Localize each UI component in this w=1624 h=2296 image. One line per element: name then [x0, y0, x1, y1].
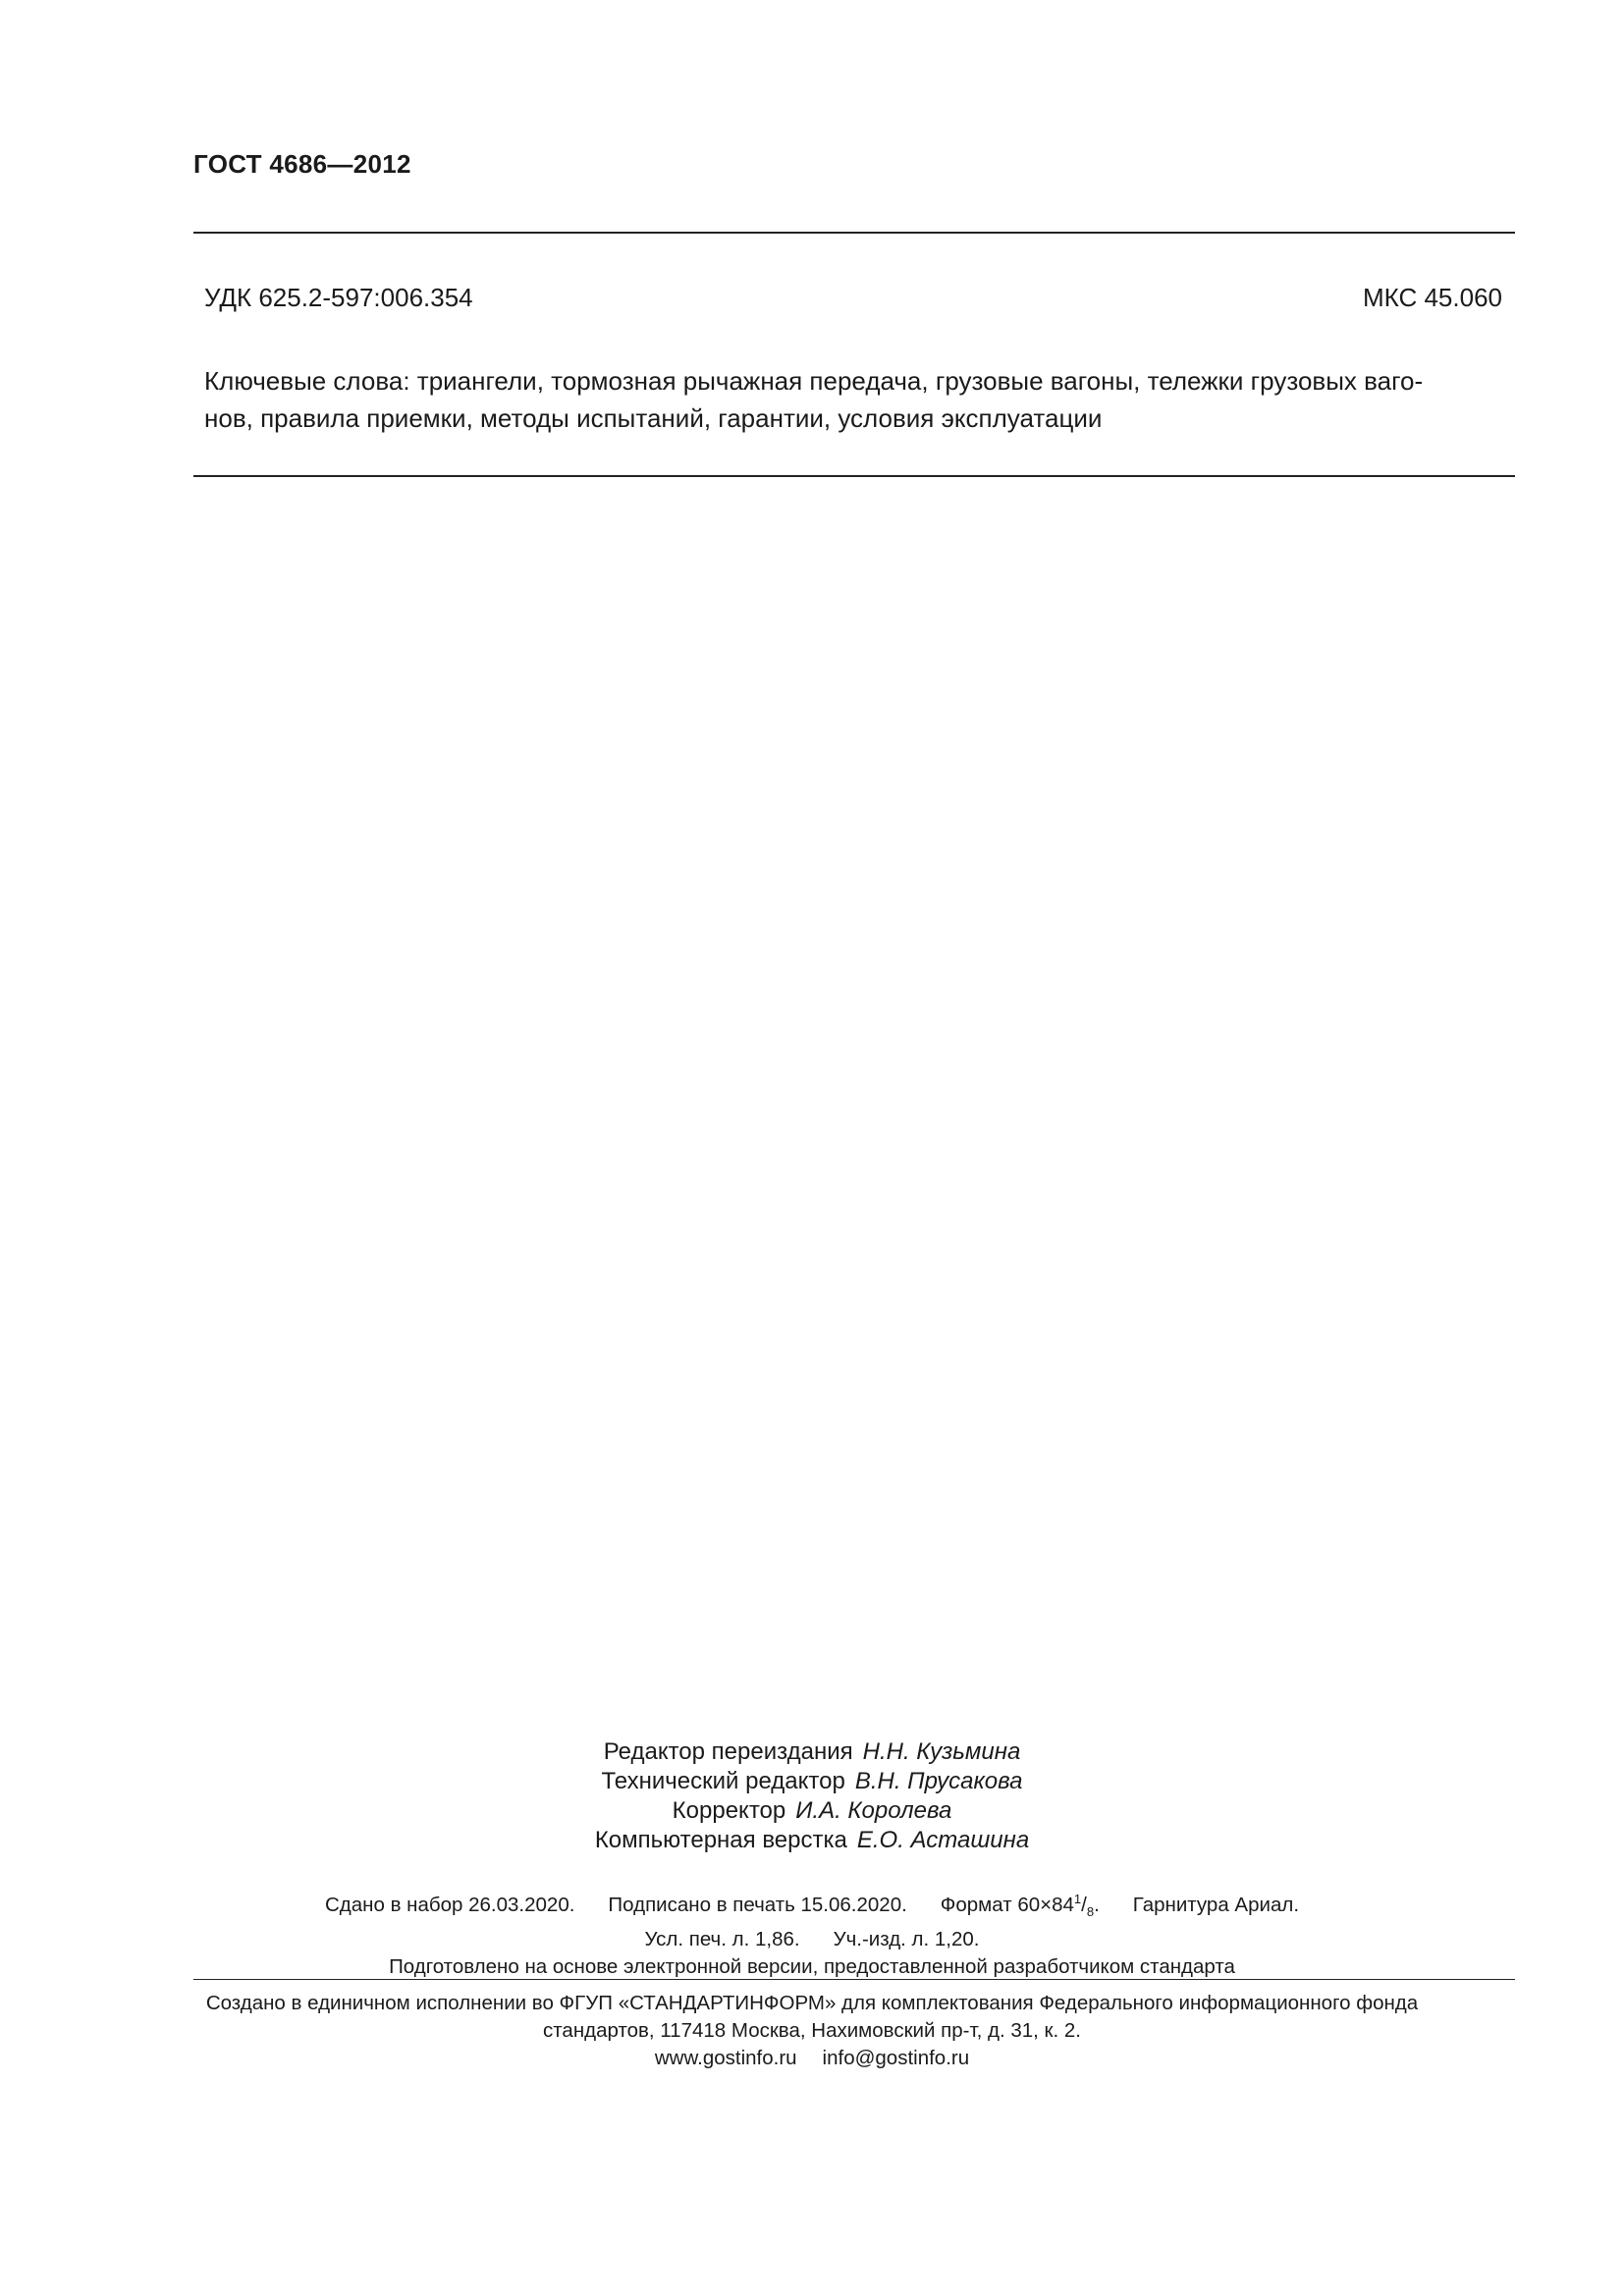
staff-row	[0, 1737, 1624, 1767]
staff-row	[0, 1767, 1624, 1796]
email-link[interactable]: info@gostinfo.ru	[822, 2047, 970, 2069]
staff-name: Е.О. Асташина	[856, 1827, 1030, 1853]
staff-role: Технический редактор	[601, 1768, 845, 1794]
sheets-line	[0, 1926, 1624, 1953]
keywords-block	[204, 362, 1510, 437]
website-link[interactable]: www.gostinfo.ru	[654, 2047, 797, 2069]
signed-date: Подписано в печать 15.06.2020.	[608, 1893, 907, 1916]
publication-line	[0, 1886, 1624, 1926]
prepared-note: Подготовлено на основе электронной версии, предоставленной разработчиком стандарта	[389, 1954, 1235, 1978]
publishing-sheets: Уч.-изд. л. 1,20.	[833, 1927, 980, 1950]
footer-line: стандартов, 117418 Москва, Нахимовский пр-т, д. 31, к. 2.	[543, 2019, 1081, 2042]
staff-name: И.А. Королева	[795, 1797, 952, 1824]
footer-line: Создано в единичном исполнении во ФГУП «СТАНДАРТИНФОРМ» для комплектования Федерального информационного фонда	[205, 1992, 1419, 2014]
publisher-footer	[0, 1990, 1624, 2072]
staff-row	[0, 1826, 1624, 1855]
keywords-line: нов, правила приемки, методы испытаний, гарантии, условия эксплуатации	[204, 403, 1103, 433]
typeface: Гарнитура Ариал.	[1132, 1893, 1300, 1916]
staff-name: В.Н. Прусакова	[854, 1768, 1023, 1794]
staff-role: Редактор переиздания	[603, 1738, 853, 1765]
footer-divider	[193, 1979, 1515, 1980]
document-title: ГОСТ 4686—2012	[193, 149, 411, 179]
staff-role: Компьютерная верстка	[594, 1827, 847, 1853]
print-sheets: Усл. печ. л. 1,86.	[644, 1927, 800, 1950]
top-divider	[193, 232, 1515, 234]
udk-code: УДК 625.2-597:006.354	[204, 283, 473, 312]
contacts-line	[0, 2045, 1624, 2072]
staff-credits	[0, 1737, 1624, 1855]
mks-code: МКС 45.060	[1362, 283, 1502, 312]
staff-role: Корректор	[672, 1797, 786, 1824]
keywords-line: Ключевые слова: триангели, тормозная рычажная передача, грузовые вагоны, тележки грузовых ваго-	[204, 366, 1424, 396]
staff-name: Н.Н. Кузьмина	[862, 1738, 1021, 1765]
sent-date: Сдано в набор 26.03.2020.	[324, 1893, 575, 1916]
keywords-divider	[193, 475, 1515, 477]
paper-format: Формат $60\times 84^1/_8$.	[940, 1892, 1100, 1919]
publication-info	[0, 1886, 1624, 1981]
staff-row	[0, 1796, 1624, 1826]
